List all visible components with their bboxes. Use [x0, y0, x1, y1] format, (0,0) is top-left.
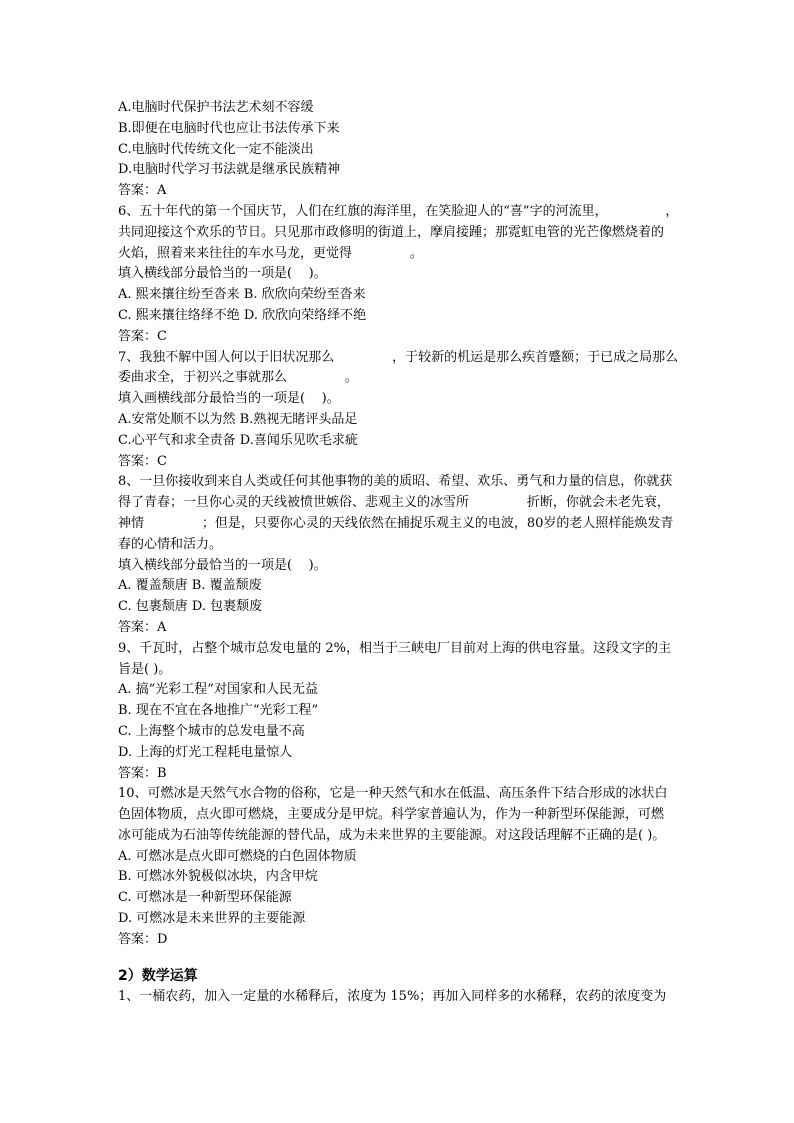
question-8-prompt: 填入横线部分最恰当的一项是( )。 [118, 557, 327, 573]
question-8-text: 神情 ；但是，只要你心灵的天线依然在捕捉乐观主义的电波，80岁的老人照样能焕发青 [118, 515, 674, 531]
option-line: B. 可燃冰外貌极似冰块，内含甲烷 [118, 869, 318, 885]
question-1-text: 1、一桶农药，加入一定量的水稀释后，浓度为 15%；再加入同样多的水稀释，农药的浓度变为 [118, 988, 667, 1004]
option-line: C.心平气和求全责备 D.喜闻乐见吹毛求疵 [118, 432, 358, 448]
answer-line: 答案：B [118, 765, 167, 781]
document-body [118, 98, 718, 1007]
answer-line: 答案：D [118, 931, 168, 947]
option-line: D.电脑时代学习书法就是继承民族精神 [118, 162, 341, 178]
answer-line: 答案：C [118, 328, 167, 344]
question-9-text: 9、千瓦时，占整个城市总发电量的 2%，相当于三峡电厂目前对上海的供电容量。这段文字的主 [118, 640, 672, 656]
answer-line: 答案：C [118, 453, 167, 469]
question-10-text: 色固体物质，点火即可燃烧，主要成分是甲烷。科学家普遍认为，作为一种新型环保能源，可燃 [118, 807, 665, 823]
answer-line: 答案：A [118, 183, 167, 199]
option-line: C. 熙来攘往络绎不绝 D. 欣欣向荣络绎不绝 [118, 307, 367, 323]
section-gap [118, 951, 718, 965]
option-line: D. 上海的灯光工程耗电量惊人 [118, 744, 293, 760]
question-8-text: 得了青春；一旦你心灵的天线被愤世嫉俗、悲观主义的冰雪所 折断，你就会未老先衰， [118, 495, 670, 511]
question-7-text: 委曲求全，于初兴之事就那么 。 [118, 370, 358, 386]
option-line: C.电脑时代传统文化一定不能淡出 [118, 141, 314, 157]
option-line: B.即便在电脑时代也应让书法传承下来 [118, 120, 340, 136]
option-line: D. 可燃冰是未来世界的主要能源 [118, 911, 306, 927]
section-heading: 2）数学运算 [118, 967, 198, 984]
question-10-text: 10、可燃冰是天然气水合物的俗称，它是一种天然气和水在低温、高压条件下结合形成的冰状白 [118, 786, 668, 802]
option-line: C. 包裹颓唐 D. 包裹颓废 [118, 599, 263, 615]
question-8-text: 春的心情和活力。 [118, 536, 223, 552]
question-6-text: 火焰，照着来来往往的车水马龙，更觉得 。 [118, 245, 423, 261]
option-line: B. 现在不宜在各地推广“光彩工程” [118, 703, 319, 719]
question-7-text: 7、我独不解中国人何以于旧状况那么 ，于较新的机运是那么疾首蹙额；于已成之局那么 [118, 349, 679, 365]
question-6-prompt: 填入横线部分最恰当的一项是( )。 [118, 266, 327, 282]
option-line: A.安常处顺不以为然 B.熟视无睹评头品足 [118, 411, 358, 427]
option-line: A.电脑时代保护书法艺术刻不容缓 [118, 100, 314, 115]
question-6-text: 6、五十年代的第一个国庆节，人们在红旗的海洋里，在笑脸迎人的“喜”字的河流里， ， [118, 203, 679, 219]
question-6-text: 共同迎接这个欢乐的节日。只见那市政修明的街道上，摩肩接踵；那霓虹电管的光芒像燃烧着的 [118, 224, 665, 240]
option-line: A. 可燃冰是点火即可燃烧的白色固体物质 [118, 848, 357, 864]
option-line: C. 上海整个城市的总发电量不高 [118, 723, 305, 739]
question-7-prompt: 填入画横线部分最恰当的一项是( )。 [118, 391, 340, 407]
answer-line: 答案：A [118, 619, 167, 635]
question-10-text: 冰可能成为石油等传统能源的替代品，成为未来世界的主要能源。对这段话理解不正确的是( )。 [118, 827, 666, 843]
option-line: A. 搞“光彩工程”对国家和人民无益 [118, 682, 318, 698]
option-line: A. 熙来攘往纷至沓来 B. 欣欣向荣纷至沓来 [118, 287, 366, 303]
question-9-text: 旨是( )。 [118, 661, 172, 677]
option-line: C. 可燃冰是一种新型环保能源 [118, 890, 292, 906]
option-line: A. 覆盖颓唐 B. 覆盖颓废 [118, 578, 262, 594]
question-8-text: 8、一旦你接收到来自人类或任何其他事物的美的质昭、希望、欢乐、勇气和力量的信息，你就获 [118, 474, 673, 490]
